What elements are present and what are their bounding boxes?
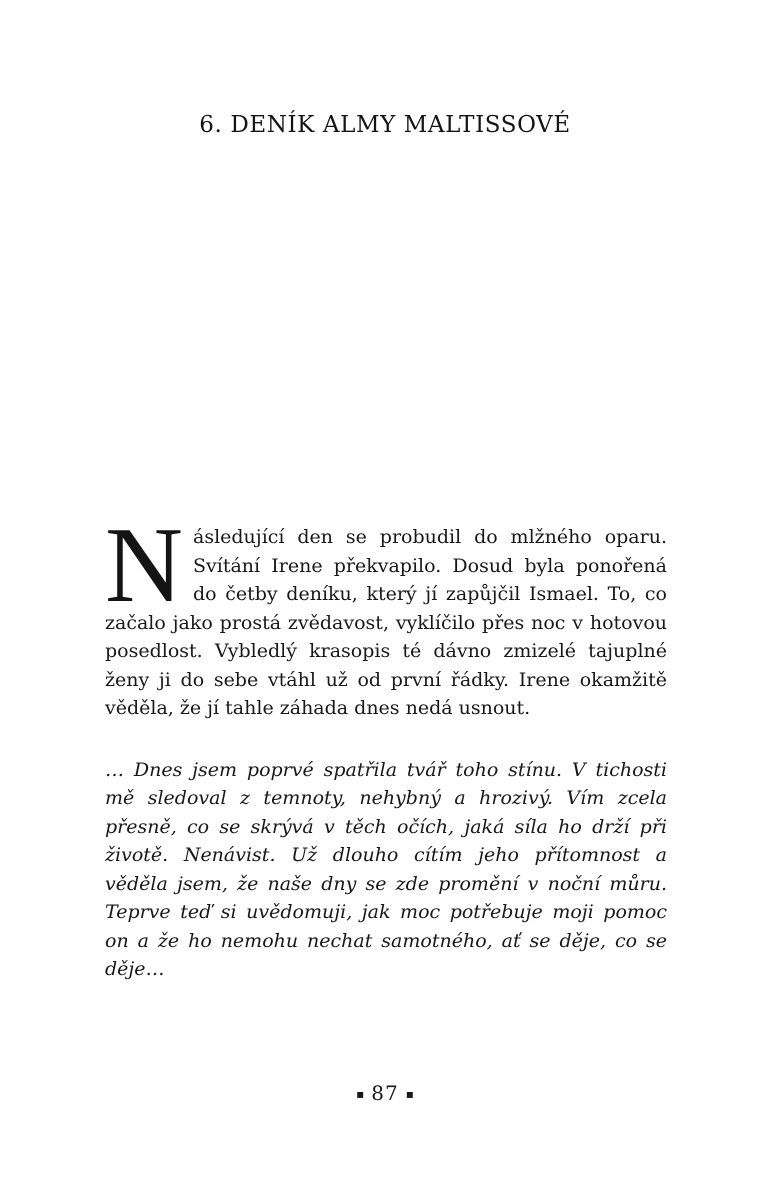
text-block [105,506,667,984]
page-number-marker-right: ▪ [405,1086,414,1101]
page-footer [0,1081,770,1105]
diary-paragraph [105,756,667,984]
opening-paragraph [105,506,667,723]
chapter-title: 6. DENÍK ALMY MALTISSOVÉ [199,112,571,138]
opening-paragraph-text: ásledující den se probudil do mlžného oparu. Svítání Irene překvapilo. Dosud byla ponořená do četby deníku, který jí zapůjčil Ismael. To, co začalo jako prostá zvědavost, vyklíčilo přes noc v hotovou posedlost. Vybledlý krasopis té dávno zmizelé tajuplné ženy ji do sebe vtáhl už od první řádky. Irene okamžitě věděla, že jí tahle záhada dnes nedá usnout. [105,526,667,719]
diary-paragraph-text: … Dnes jsem poprvé spatřila tvář toho stínu. V tichosti mě sledoval z temnoty, nehybný a hrozivý. Vím zcela přesně, co se skrývá v těch očích, jaká síla ho drží při životě. Nenávist. Už dlouho cítím jeho přítomnost a věděla jsem, že naše dny se zde promění v noční můru. Teprve teď si uvědomuji, jak moc potřebuje moji pomoc on a že ho nemohu nechat samotného, ať se děje, co se děje… [105,758,667,980]
page-number-marker-left: ▪ [356,1086,365,1101]
drop-cap: N [105,506,183,625]
page-number: 87 [371,1081,399,1105]
